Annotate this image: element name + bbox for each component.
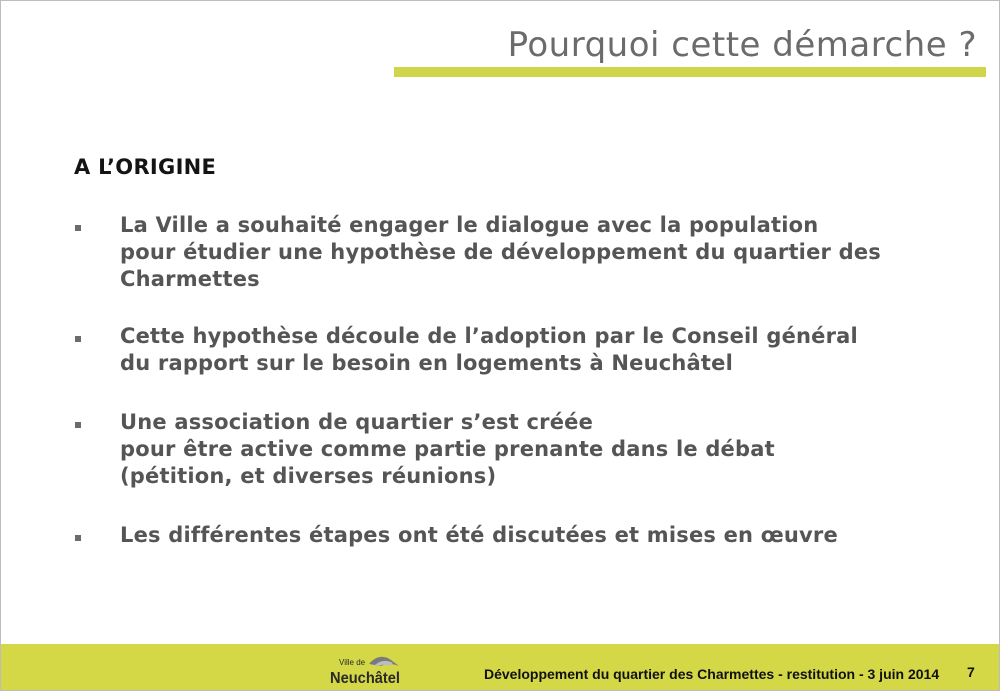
- bullet-line: Cette hypothèse découle de l’adoption par le Conseil général: [120, 324, 858, 348]
- bullet-line: du rapport sur le besoin en logements à Neuchâtel: [120, 351, 733, 375]
- bullet-line: (pétition, et diverses réunions): [120, 464, 497, 488]
- footer-text: Développement du quartier des Charmettes - restitution - 3 juin 2014: [484, 666, 940, 682]
- bullet-text: [120, 409, 775, 490]
- square-bullet-icon: [75, 535, 81, 541]
- neuchatel-logo: [329, 650, 405, 686]
- slide-title: Pourquoi cette démarche ?: [507, 25, 977, 65]
- logo-small-text: Ville de: [339, 658, 366, 667]
- bullet-line: pour être active comme partie prenante dans le débat: [120, 437, 775, 461]
- title-underline-bar: [394, 67, 986, 77]
- page-number: 7: [967, 664, 975, 680]
- logo-main-text: Neuchâtel: [330, 670, 400, 686]
- bullet-text: [120, 212, 881, 293]
- bullet-line: Charmettes: [120, 267, 260, 291]
- square-bullet-icon: [75, 336, 81, 342]
- bullet-line: La Ville a souhaité engager le dialogue avec la population: [120, 213, 819, 237]
- bullet-line: pour étudier une hypothèse de développement du quartier des: [120, 240, 881, 264]
- square-bullet-icon: [75, 225, 81, 231]
- section-heading: A L’ORIGINE: [74, 155, 217, 179]
- bullet-line: Une association de quartier s’est créée: [120, 410, 594, 434]
- footer-bar: [1, 644, 999, 690]
- bullet-text: [120, 522, 838, 549]
- bullet-line: Les différentes étapes ont été discutées et mises en œuvre: [120, 523, 838, 547]
- square-bullet-icon: [75, 422, 81, 428]
- bullet-text: [120, 323, 858, 377]
